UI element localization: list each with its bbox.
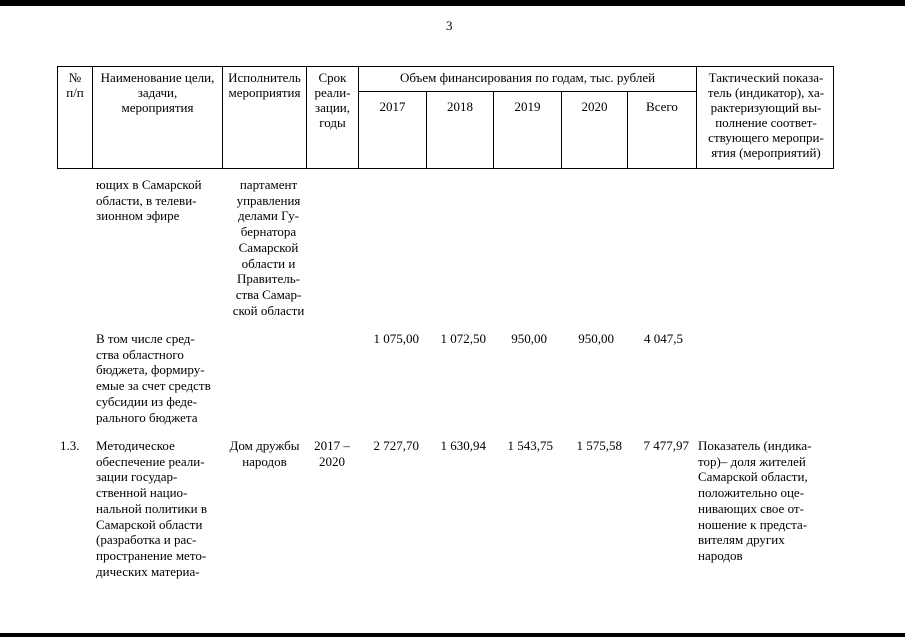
col-term-header: Срок реали- зации, годы — [314, 70, 351, 130]
continued-executor: партамент управления делами Гу- бернатора Самарской области и Правитель- ства Самар- ской области — [232, 177, 305, 318]
table-header — [57, 66, 834, 169]
divider — [358, 91, 696, 92]
year-2019-header: 2019 — [514, 99, 541, 114]
item-2019: 1 543,75 — [507, 438, 553, 453]
bottom-border — [0, 633, 905, 637]
col-name-header: Наименование цели, задачи, мероприятия — [100, 70, 215, 115]
item-term: 2017 – 2020 — [314, 438, 350, 469]
year-2020-header: 2020 — [581, 99, 608, 114]
page-number: 3 — [446, 18, 453, 33]
subtotal-total: 4 047,5 — [644, 331, 683, 346]
subtotal-2018: 1 072,50 — [440, 331, 486, 346]
subtotal-2019: 950,00 — [511, 331, 547, 346]
item-indicator: Показатель (индика- тор)– доля жителей Самарской области, положительно оце- нивающих свое от- ношение к предста- вителям других народов — [698, 438, 812, 563]
year-2017-header: 2017 — [379, 99, 406, 114]
item-executor: Дом дружбы народов — [229, 438, 300, 469]
item-name: Методическое обеспечение реали- зации государ- ственной нацио- нальной политики в Самарской области (разработка и рас- пространение мето- дических материа- — [96, 438, 207, 579]
col-num-header: № п/п — [66, 70, 84, 100]
total-header: Всего — [646, 99, 678, 114]
subtotal-name: В том числе сред- ства областного бюджета, формиру- емые за счет средств субсидии из феде- рального бюджета — [96, 331, 211, 425]
item-2018: 1 630,94 — [440, 438, 486, 453]
item-number: 1.3. — [60, 438, 80, 453]
item-total: 7 477,97 — [643, 438, 689, 453]
item-2020: 1 575,58 — [576, 438, 622, 453]
top-border — [0, 0, 905, 6]
col-executor-header: Исполнитель мероприятия — [228, 70, 301, 100]
col-financing-header: Объем финансирования по годам, тыс. рублей — [399, 70, 656, 85]
year-2018-header: 2018 — [447, 99, 473, 114]
continued-name: ющих в Самарской области, в телеви- зионном эфире — [96, 177, 202, 224]
item-2017: 2 727,70 — [373, 438, 419, 453]
subtotal-2020: 950,00 — [578, 331, 614, 346]
subtotal-2017: 1 075,00 — [373, 331, 419, 346]
col-indicator-header: Тактический показа- тель (индикатор), ха- рактеризующий вы- полнение соответ- ствующего меропри- ятия (мероприятий) — [707, 70, 825, 160]
